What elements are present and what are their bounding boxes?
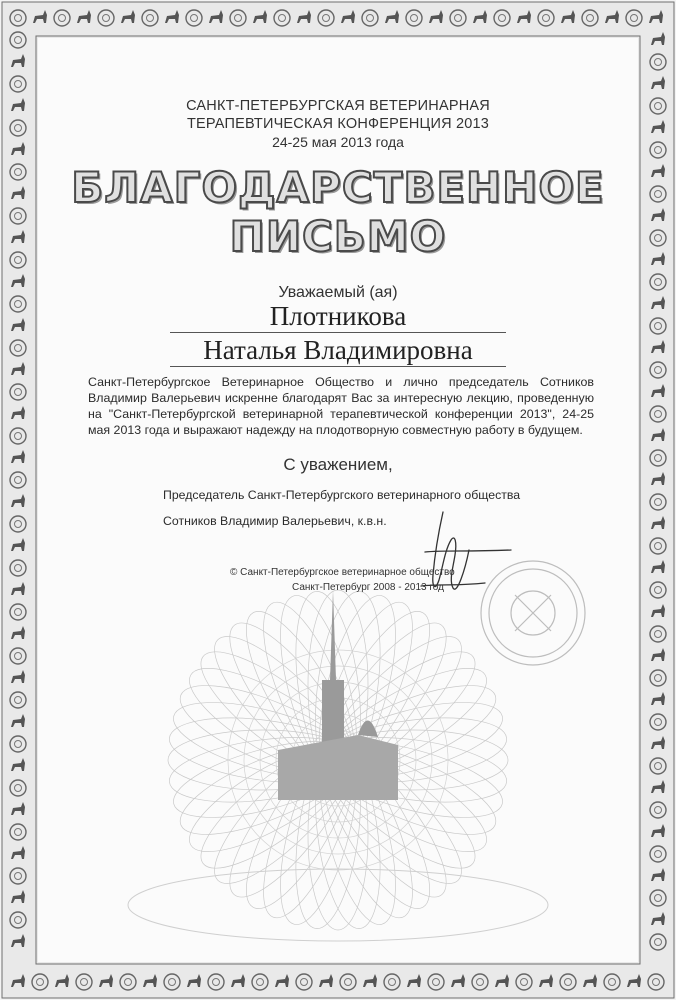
closing-regards: С уважением, — [283, 455, 393, 474]
greeting: Уважаемый (ая) — [278, 284, 398, 301]
document-title-line2: ПИСЬМО — [229, 212, 447, 261]
city-years-line: Санкт-Петербург 2008 - 2013 год — [292, 582, 444, 593]
body-text: Санкт-Петербургское Ветеринарное Общество и лично председатель Сотников Владимир Валерьевич искренне благодарят Вас за интересную лекцию, проведенную на "Санкт-Петербургской ветеринарной терапевтической конференции 2013", 24-25 мая 2013 года и выражают надежду на плодотворную совместную работу в будущем. — [88, 375, 594, 437]
peter-and-paul-cathedral-icon — [278, 590, 398, 800]
handwritten-signature-icon — [395, 500, 525, 620]
document-title-line1: БЛАГОДАРСТВЕННОЕ — [71, 163, 605, 212]
chair-name: Сотников Владимир Валерьевич, к.в.н. — [163, 514, 387, 528]
recipient-surname: Плотникова — [170, 300, 506, 333]
chair-title: Председатель Санкт-Петербургского ветеринарного общества — [163, 488, 521, 502]
copyright-line: © Санкт-Петербургское ветеринарное общество — [230, 567, 455, 578]
conference-name-line1: САНКТ-ПЕТЕРБУРГСКАЯ ВЕТЕРИНАРНАЯ — [186, 98, 490, 114]
conference-name-line2: ТЕРАПЕВТИЧЕСКАЯ КОНФЕРЕНЦИЯ 2013 — [186, 116, 490, 132]
recipient-given-names: Наталья Владимировна — [170, 334, 506, 367]
conference-dates: 24-25 мая 2013 года — [272, 134, 404, 150]
